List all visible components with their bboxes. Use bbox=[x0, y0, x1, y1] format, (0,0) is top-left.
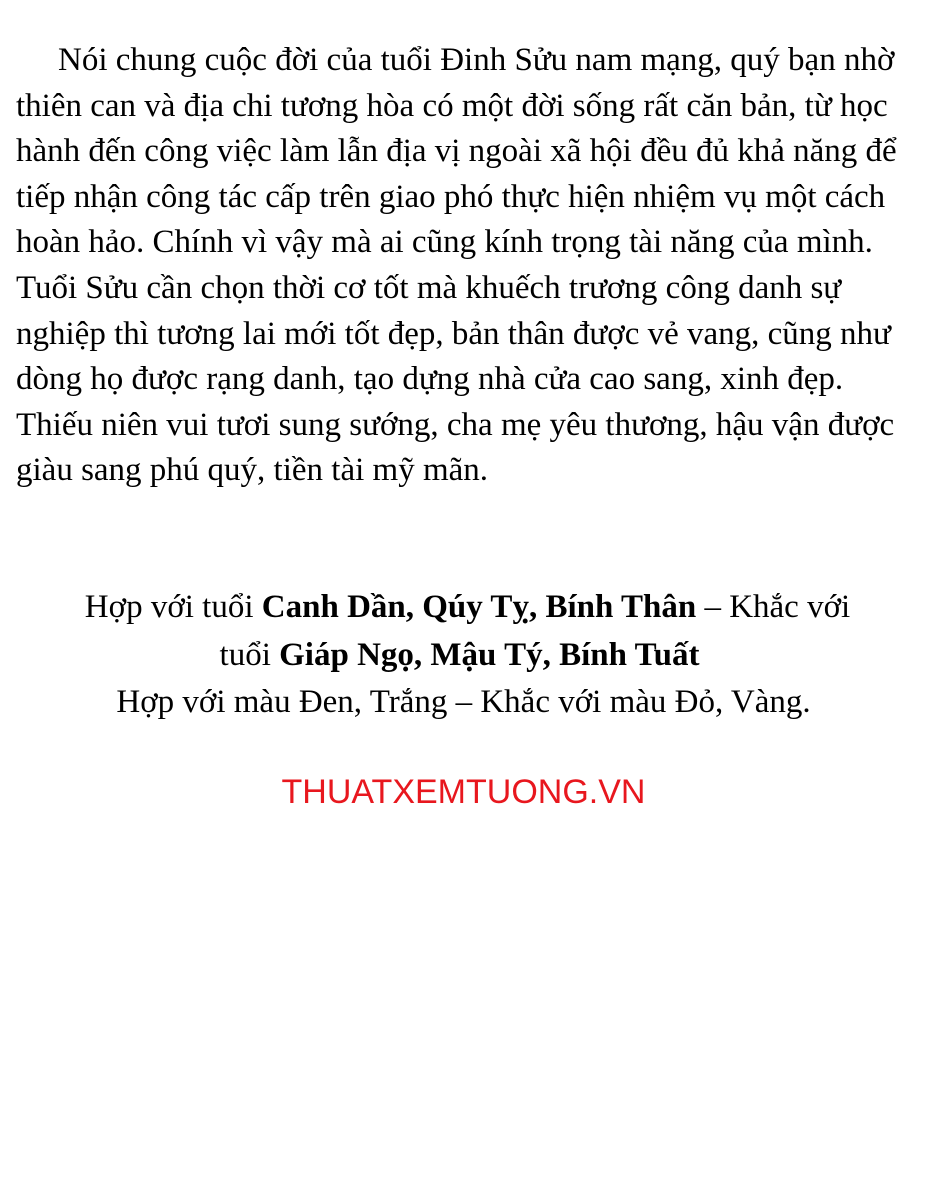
compatible-ages-list: Canh Dần, Qúy Tỵ, Bính Thân bbox=[261, 589, 697, 625]
incompatible-ages-list: Giáp Ngọ, Mậu Tý, Bính Tuất bbox=[279, 637, 700, 673]
site-watermark: THUATXEMTUONG.VN bbox=[281, 773, 646, 811]
compatible-ages-line bbox=[4, 589, 927, 626]
compatible-ages-prefix: Hợp với tuổi bbox=[84, 589, 262, 625]
body-paragraph: Nói chung cuộc đời của tuổi Đinh Sửu nam mạng, quý bạn nhờ thiên can và địa chi tương hòa có một đời sống rất căn bản, từ học hành đến công việc làm lẫn địa vị ngoài xã hội đều đủ khả năng để tiếp nhận công tác cấp trên giao phó thực hiện nhiệm vụ một cách hoàn hảo. Chính vì vậy mà ai cũng kính trọng tài năng của mình. Tuổi Sửu cần chọn thời cơ tốt mà khuếch trương công danh sự nghiệp thì tương lai mới tốt đẹp, bản thân được vẻ vang, cũng như dòng họ được rạng danh, tạo dựng nhà cửa cao sang, xinh đẹp. Thiếu niên vui tươi sung sướng, cha mẹ yêu thương, hậu vận được giàu sang phú quý, tiền tài mỹ mãn. bbox=[16, 42, 897, 489]
compatible-colors-line: Hợp với màu Đen, Trắng – Khắc với màu Đỏ, Vàng. bbox=[116, 684, 811, 720]
incompatible-ages-separator: – Khắc với bbox=[696, 589, 851, 625]
incompatible-ages-prefix: tuổi bbox=[219, 637, 280, 673]
incompatible-ages-line bbox=[0, 637, 923, 674]
